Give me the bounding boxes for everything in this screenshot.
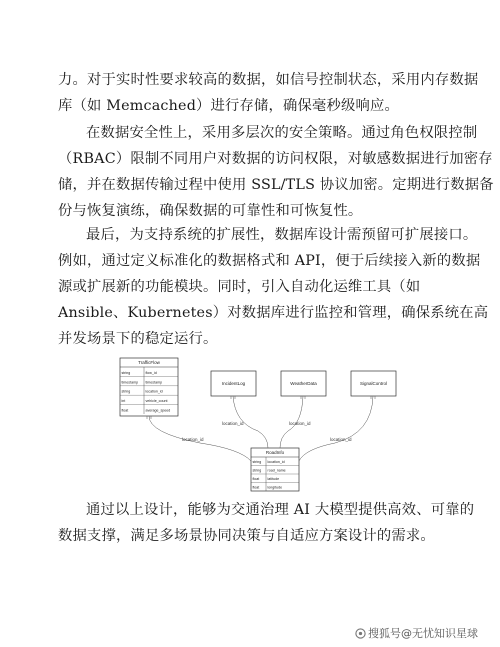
edge-label-incident-log: location_id <box>222 421 244 426</box>
paragraph-extensibility <box>58 222 489 352</box>
text-line: 通过以上设计，能够为交通治理 AI 大模型提供高效、可靠的 <box>86 502 475 518</box>
field-type: int <box>121 399 126 404</box>
entity-title: WeatherData <box>290 381 317 386</box>
edge-label-signal-control: location_id <box>330 437 352 442</box>
er-diagram <box>110 353 410 493</box>
field-name: average_speed <box>145 408 171 413</box>
field-name: road_name <box>267 468 286 473</box>
field-name: longitude <box>267 485 283 490</box>
text-line: 例如，通过定义标准化的数据格式和 API，便于后续接入新的数据 <box>58 253 481 269</box>
edge-label-traffic-flow: location_id <box>182 437 204 442</box>
field-type: string <box>121 370 131 375</box>
entity-title: TrafficFlow <box>138 360 160 365</box>
field-name: location_id <box>145 389 163 394</box>
text-line: Ansible、Kubernetes）对数据库进行监控和管理，确保系统在高 <box>58 305 489 321</box>
field-type: float <box>252 485 260 490</box>
sohu-logo-icon <box>355 628 366 639</box>
watermark <box>355 625 478 641</box>
field-name: timestamp <box>145 380 163 385</box>
edge-label-weather-data: location_id <box>289 421 311 426</box>
text-line: 储，并在数据传输过程中使用 SSL/TLS 协议加密。定期进行数据备 <box>58 177 494 193</box>
text-line: 最后，为支持系统的扩展性，数据库设计需预留可扩展接口。 <box>86 227 478 243</box>
entity-title: RoadInfo <box>265 450 285 455</box>
entity-incident-log <box>211 371 256 396</box>
entity-title: SignalControl <box>359 381 388 386</box>
entity-title: IncidentLog <box>221 381 246 386</box>
entity-signal-control <box>351 371 396 396</box>
relationship-signal-control <box>299 396 373 461</box>
entity-traffic-flow <box>120 358 178 416</box>
field-type: timestamp <box>121 380 139 385</box>
paragraph-conclusion <box>58 497 475 549</box>
entity-road-info <box>251 448 299 491</box>
field-type: string <box>252 468 262 473</box>
field-name: flow_id <box>145 370 157 375</box>
field-type: float <box>121 408 129 413</box>
paragraph-data-security <box>58 120 494 224</box>
field-type: string <box>252 460 262 464</box>
watermark-text: 搜狐号@无忧知识星球 <box>368 627 478 640</box>
field-name: location_id <box>267 460 285 464</box>
text-line: 数据支撑，满足多场景协同决策与自适应方案设计的需求。 <box>58 528 435 544</box>
text-line: 份与恢复演练，确保数据的可靠性和可恢复性。 <box>58 203 363 219</box>
text-line: 在数据安全性上，采用多层次的安全策略。通过角色权限控制 <box>86 125 478 141</box>
text-line: （RBAC）限制不同用户对数据的访问权限，对敏感数据进行加密存 <box>58 151 493 167</box>
text-line: 并发场景下的稳定运行。 <box>58 331 218 347</box>
field-type: float <box>252 477 260 481</box>
field-type: string <box>121 389 131 394</box>
text-line: 库（如 Memcached）进行存储，确保毫秒级响应。 <box>58 98 400 114</box>
entity-weather-data <box>281 371 326 396</box>
text-line: 力。对于实时性要求较高的数据，如信号控制状态，采用内存数据 <box>58 72 479 88</box>
text-line: 源或扩展新的功能模块。同时，引入自动化运维工具（如 <box>58 279 421 295</box>
field-name: vehicle_count <box>145 399 168 404</box>
paragraph-intro-continuation <box>58 67 479 119</box>
field-name: latitude <box>267 477 280 481</box>
